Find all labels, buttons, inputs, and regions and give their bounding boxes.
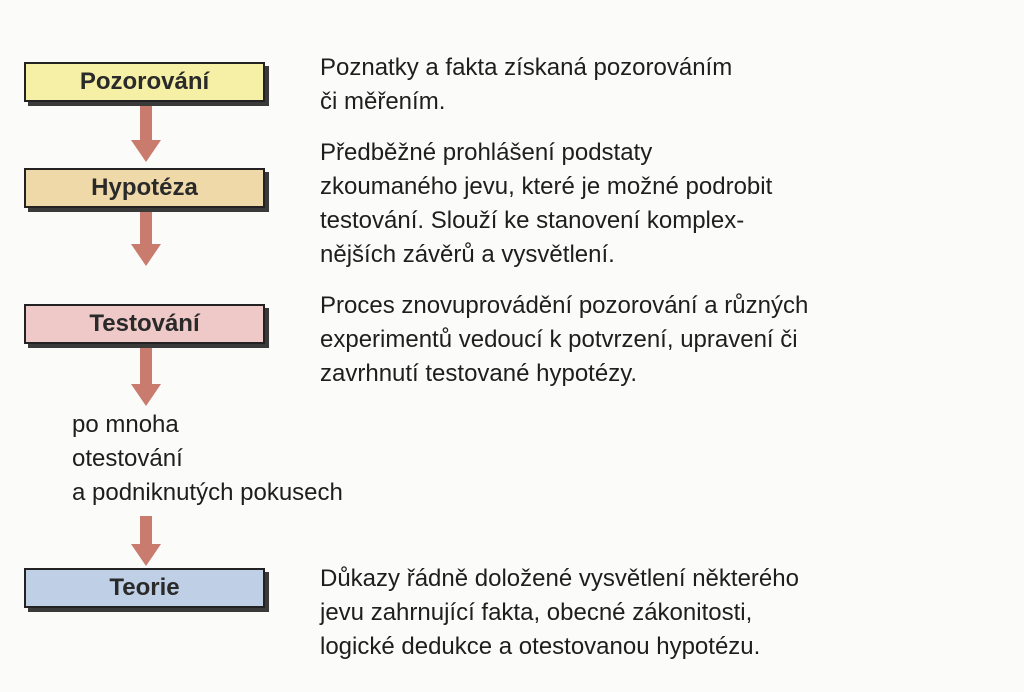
step-label-observation: Pozorování [79,68,210,95]
step-box-observation [24,62,265,102]
description-testing: Proces znovuprovádění pozorování a různých experimentů vedoucí k potvrzení, upravení či zavrhnutí testované hypotézy. [320,292,809,387]
description-theory: Důkazy řádně doložené vysvětlení některého jevu zahrnující fakta, obecné zákonitosti, logické dedukce a otestovanou hypotézu. [320,565,799,660]
arrow-down-icon [131,106,161,162]
step-label-theory: Teorie [109,574,180,601]
step-label-testing: Testování [89,310,200,337]
arrow-down-icon [131,212,161,266]
step-box-hypothesis [24,168,265,208]
repetition-note: po mnoha otestování a podniknutých pokusech [72,411,343,506]
arrow-down-icon [131,516,161,566]
arrow-down-icon [131,348,161,406]
step-box-theory [24,568,265,608]
description-observation: Poznatky a fakta získaná pozorováním či měřením. [320,54,733,115]
description-hypothesis: Předběžné prohlášení podstaty zkoumaného jevu, které je možné podrobit testování. Slouží ke stanovení komplex- nějších závěrů a vysvětlení. [320,139,773,268]
step-box-testing [24,304,265,344]
step-label-hypothesis: Hypotéza [91,174,198,201]
